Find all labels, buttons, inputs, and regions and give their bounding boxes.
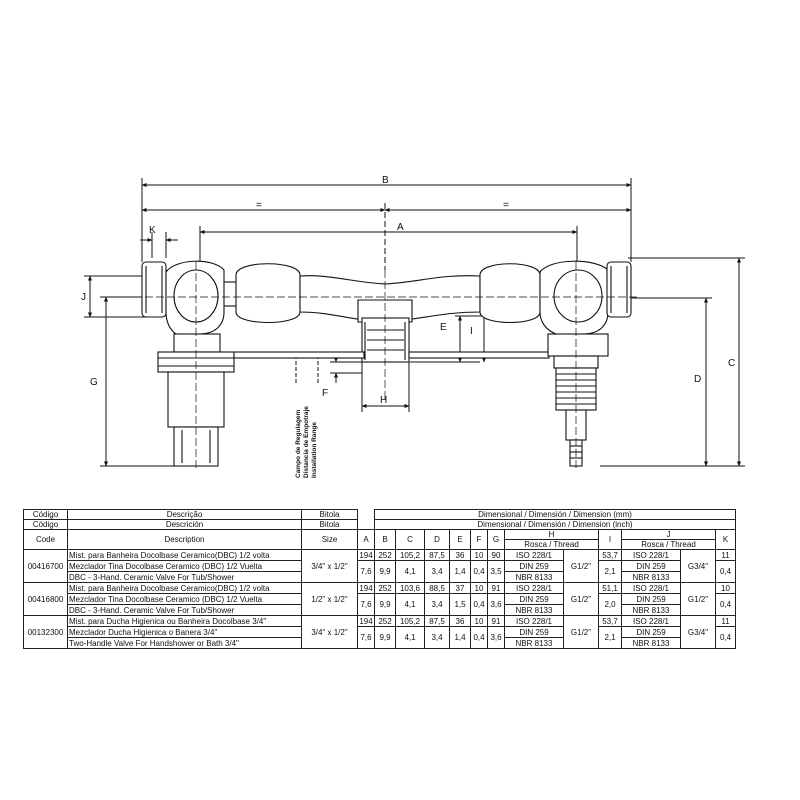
header-dimension-mm: Dimensional / Dimensión / Dimension (mm) <box>375 510 736 520</box>
cell-h-standard: ISO 228/1 <box>505 550 564 561</box>
cell-h-standard: ISO 228/1 <box>505 616 564 627</box>
cell-description-line: Mist. para Ducha Higienica ou Banheira Docolbase 3/4" <box>68 616 302 627</box>
cell-j-thread: G3/4" <box>681 550 716 583</box>
header-col-f: F <box>471 530 488 550</box>
header-col-h: H <box>505 530 599 540</box>
dim-label-j: J <box>81 292 86 303</box>
dim-label-g: G <box>90 377 98 388</box>
header-codigo-es: Código <box>24 520 68 530</box>
cell-value-inch: 9,9 <box>375 627 396 649</box>
cell-size: 3/4" x 1/2" <box>302 550 358 583</box>
dim-label-a: A <box>397 222 404 233</box>
installation-range-label-en: Installation Range <box>311 422 318 478</box>
cell-value-inch: 3,6 <box>488 594 505 616</box>
cell-value-mm: 87,5 <box>425 616 450 627</box>
header-dimension-inch: Dimensional / Dimensión / Dimension (inch) <box>375 520 736 530</box>
header-col-e: E <box>450 530 471 550</box>
cell-value-mm: 10 <box>471 550 488 561</box>
table-row <box>24 616 736 627</box>
dim-label-h: H <box>380 395 388 406</box>
header-col-k: K <box>716 530 736 550</box>
cell-j-standard: DIN 259 <box>622 561 681 572</box>
cell-description-line: Two-Handle Valve For Handshower or Bath 3/4" <box>68 638 302 649</box>
cell-value-mm: 105,2 <box>396 550 425 561</box>
cell-value-inch: 1,4 <box>450 561 471 583</box>
cell-description-line: DBC - 3-Hand. Ceramic Valve For Tub/Shower <box>68 605 302 616</box>
cell-code: 00416700 <box>24 550 68 583</box>
table-row <box>24 583 736 594</box>
cell-value-inch: 1,4 <box>450 627 471 649</box>
cell-value-mm: 103,6 <box>396 583 425 594</box>
cell-i-mm: 53,7 <box>599 550 622 561</box>
specification-table <box>23 509 736 649</box>
cell-value-inch: 1,5 <box>450 594 471 616</box>
header-code-en: Code <box>24 530 68 550</box>
cell-k-inch: 0,4 <box>716 561 736 583</box>
header-description-en: Description <box>68 530 302 550</box>
dim-label-equal-right: = <box>503 200 509 211</box>
cell-description-line: DBC - 3-Hand. Ceramic Valve For Tub/Shower <box>68 572 302 583</box>
cell-h-standard: NBR 8133 <box>505 605 564 616</box>
cell-value-mm: 36 <box>450 550 471 561</box>
cell-i-inch: 2,1 <box>599 561 622 583</box>
cell-value-inch: 3,6 <box>488 627 505 649</box>
cell-description-line: Mist. para Banheira Docolbase Ceramico(DBC) 1/2 volta <box>68 583 302 594</box>
header-col-i: I <box>599 530 622 550</box>
cell-value-mm: 90 <box>488 550 505 561</box>
dim-label-d: D <box>694 374 702 385</box>
header-size-en: Size <box>302 530 358 550</box>
cell-k-mm: 11 <box>716 550 736 561</box>
cell-h-standard: ISO 228/1 <box>505 583 564 594</box>
header-col-b: B <box>375 530 396 550</box>
cell-description-line: Mist. para Banheira Docolbase Ceramico(DBC) 1/2 volta <box>68 550 302 561</box>
dim-label-k: K <box>149 225 156 236</box>
table-row <box>24 627 736 638</box>
cell-value-mm: 252 <box>375 550 396 561</box>
cell-value-mm: 36 <box>450 616 471 627</box>
header-col-d: D <box>425 530 450 550</box>
cell-value-mm: 37 <box>450 583 471 594</box>
cell-j-standard: DIN 259 <box>622 594 681 605</box>
cell-description-line: Mezclador Tina Docolbase Ceramico (DBC) 1/2 Vuelta <box>68 594 302 605</box>
cell-value-inch: 9,9 <box>375 594 396 616</box>
table-row <box>24 594 736 605</box>
cell-j-standard: ISO 228/1 <box>622 583 681 594</box>
cell-j-standard: NBR 8133 <box>622 605 681 616</box>
cell-h-thread: G1/2" <box>564 583 599 616</box>
cell-value-inch: 9,9 <box>375 561 396 583</box>
header-col-c: C <box>396 530 425 550</box>
cell-k-inch: 0,4 <box>716 627 736 649</box>
cell-description-line: Mezclador Ducha Higienica o Banera 3/4" <box>68 627 302 638</box>
cell-j-thread: G1/2" <box>681 583 716 616</box>
cell-value-inch: 3,4 <box>425 561 450 583</box>
header-col-g: G <box>488 530 505 550</box>
valve-body <box>142 261 631 466</box>
table-row <box>24 550 736 561</box>
cell-size: 1/2" x 1/2" <box>302 583 358 616</box>
header-descricao-pt: Descrição <box>68 510 302 520</box>
cell-h-standard: NBR 8133 <box>505 638 564 649</box>
header-rosca-j: Rosca / Thread <box>622 540 716 550</box>
cell-value-mm: 10 <box>471 583 488 594</box>
cell-code: 00132300 <box>24 616 68 649</box>
cell-h-thread: G1/2" <box>564 616 599 649</box>
cell-value-mm: 194 <box>359 550 373 560</box>
dim-label-equal-left: = <box>256 200 262 211</box>
cell-i-mm: 53,7 <box>599 616 622 627</box>
cell-k-inch: 0,4 <box>716 594 736 616</box>
cell-h-standard: NBR 8133 <box>505 572 564 583</box>
cell-value-mm: 194 <box>359 616 373 626</box>
cell-value-mm: 87,5 <box>425 550 450 561</box>
cell-description-line: Mezclador Tina Docolbase Ceramico (DBC) 1/2 Vuelta <box>68 561 302 572</box>
cell-value-mm: 91 <box>488 583 505 594</box>
cell-value-mm: 194 <box>359 583 373 593</box>
cell-value-inch: 3,4 <box>425 594 450 616</box>
header-col-a: A <box>358 530 375 550</box>
header-descricao-es: Descrición <box>68 520 302 530</box>
cell-k-mm: 10 <box>716 583 736 594</box>
cell-value-inch: 7,6 <box>358 627 375 649</box>
cell-k-mm: 11 <box>716 616 736 627</box>
installation-range-label-pt: Campo de Regulagem <box>295 409 302 478</box>
cell-value-inch: 4,1 <box>396 594 425 616</box>
header-codigo-pt: Código <box>24 510 68 520</box>
cell-i-inch: 2,0 <box>599 594 622 616</box>
dim-label-f: F <box>322 388 329 399</box>
cell-value-inch: 7,6 <box>358 594 375 616</box>
cell-h-thread: G1/2" <box>564 550 599 583</box>
cell-j-standard: NBR 8133 <box>622 572 681 583</box>
dim-label-e: E <box>440 322 447 333</box>
cell-value-inch: 4,1 <box>396 561 425 583</box>
dim-label-i: I <box>470 326 473 337</box>
table-row <box>24 561 736 572</box>
cell-j-standard: ISO 228/1 <box>622 550 681 561</box>
cell-value-mm: 88,5 <box>425 583 450 594</box>
dim-label-b: B <box>382 175 389 186</box>
cell-value-mm: 91 <box>488 616 505 627</box>
cell-size: 3/4" x 1/2" <box>302 616 358 649</box>
installation-range-label-es: Distancia de Empotraje <box>303 406 310 478</box>
cell-value-inch: 4,1 <box>396 627 425 649</box>
cell-i-mm: 51,1 <box>599 583 622 594</box>
cell-h-standard: DIN 259 <box>505 561 564 572</box>
cell-i-inch: 2,1 <box>599 627 622 649</box>
cell-value-mm: 252 <box>375 616 396 627</box>
cell-value-inch: 0,4 <box>471 594 488 616</box>
cell-j-standard: ISO 228/1 <box>622 616 681 627</box>
cell-j-thread: G3/4" <box>681 616 716 649</box>
cell-code: 00416800 <box>24 583 68 616</box>
cell-value-inch: 7,6 <box>358 561 375 583</box>
dim-label-c: C <box>728 358 736 369</box>
cell-j-standard: NBR 8133 <box>622 638 681 649</box>
cell-value-inch: 0,4 <box>471 561 488 583</box>
cell-value-inch: 3,5 <box>488 561 505 583</box>
header-rosca-h: Rosca / Thread <box>505 540 599 550</box>
cell-value-inch: 0,4 <box>471 627 488 649</box>
cell-value-mm: 105,2 <box>396 616 425 627</box>
header-col-j: J <box>622 530 716 540</box>
cell-j-standard: DIN 259 <box>622 627 681 638</box>
cell-h-standard: DIN 259 <box>505 594 564 605</box>
cell-value-mm: 10 <box>471 616 488 627</box>
header-bitola-pt: Bitola <box>302 510 358 520</box>
header-bitola-es: Bitola <box>302 520 358 530</box>
cell-value-inch: 3,4 <box>425 627 450 649</box>
cell-value-mm: 252 <box>375 583 396 594</box>
cell-h-standard: DIN 259 <box>505 627 564 638</box>
